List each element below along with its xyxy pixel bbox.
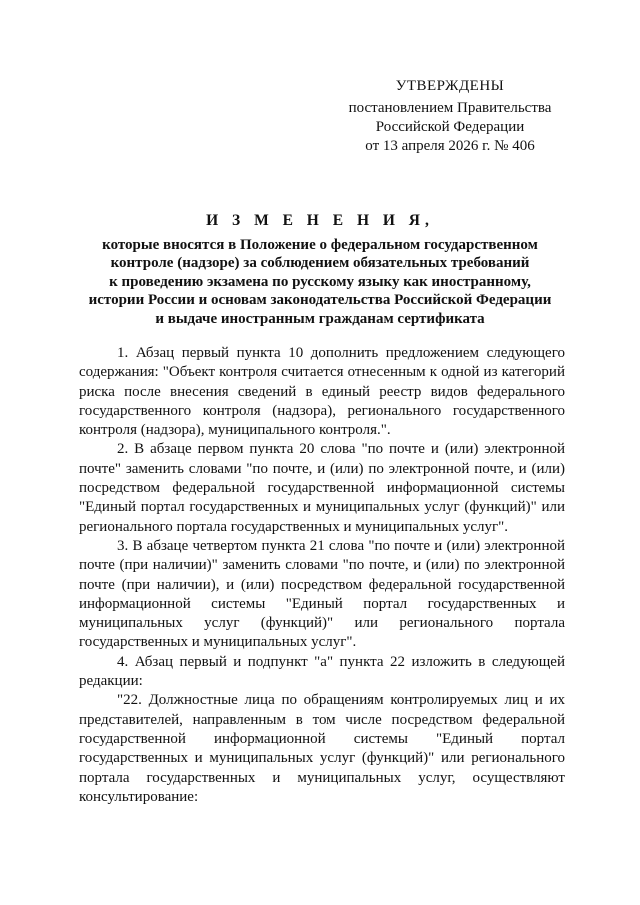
document-heading [60, 212, 580, 328]
document-body [79, 344, 565, 807]
approved-label: УТВЕРЖДЕНЫ [395, 78, 505, 94]
paragraph-5: "22. Должностные лица по обращениям контролируемых лиц и их представителей, направленным в том числе посредством федеральной государственной информационной системы "Единый портал государственных и муниципальных услуг (функций)" или регионального портала государственных и муниципальных услуг, осуществляют консультирование: [79, 692, 565, 805]
heading-line-4: истории России и основам законодательства Российской Федерации [88, 292, 552, 308]
paragraph-3: 3. В абзаце четвертом пункта 21 слова "по почте и (или) электронной почте (при наличии)" заменить словами "по почте, и (или) по электронной почте (при наличии), и (или) посредством федеральной государственной информационной системы "Единый портал государственных и муниципальных услуг (функций)" или регионального портала государственных и муниципальных услуг". [79, 537, 565, 651]
heading-line-2: контроле (надзоре) за соблюдением обязательных требований [110, 255, 530, 271]
approval-line-2: Российской Федерации [375, 119, 525, 135]
document-title: И З М Е Н Е Н И Я, [206, 212, 434, 229]
paragraph-4: 4. Абзац первый и подпункт "а" пункта 22 изложить в следующей редакции: [79, 653, 565, 690]
heading-line-3: к проведению экзамена по русскому языку как иностранному, [109, 273, 531, 290]
approval-block [330, 77, 570, 156]
paragraph-2: 2. В абзаце первом пункта 20 слова "по почте и (или) электронной почте" заменить словами "по почте, и (или) по электронной почте, и (или) посредством федеральной государственной информационной системы "Единый портал государственных и муниципальных услуг (функций)" или регионального портала государственных и муниципальных услуг". [79, 441, 565, 535]
paragraph-1: 1. Абзац первый пункта 10 дополнить предложением следующего содержания: "Объект контроля считается отнесенным к одной из категорий риска после внесения сведений в единый реестр видов федерального государственного контроля (надзора), регионального государственного контроля (надзора), муниципального контроля.". [79, 345, 565, 439]
heading-line-5: и выдаче иностранным гражданам сертификата [155, 310, 485, 327]
heading-line-1: которые вносятся в Положение о федеральном государственном [102, 236, 538, 253]
approval-line-1: постановлением Правительства [348, 100, 552, 116]
approval-date-line: от 13 апреля 2026 г. № 406 [365, 138, 535, 154]
